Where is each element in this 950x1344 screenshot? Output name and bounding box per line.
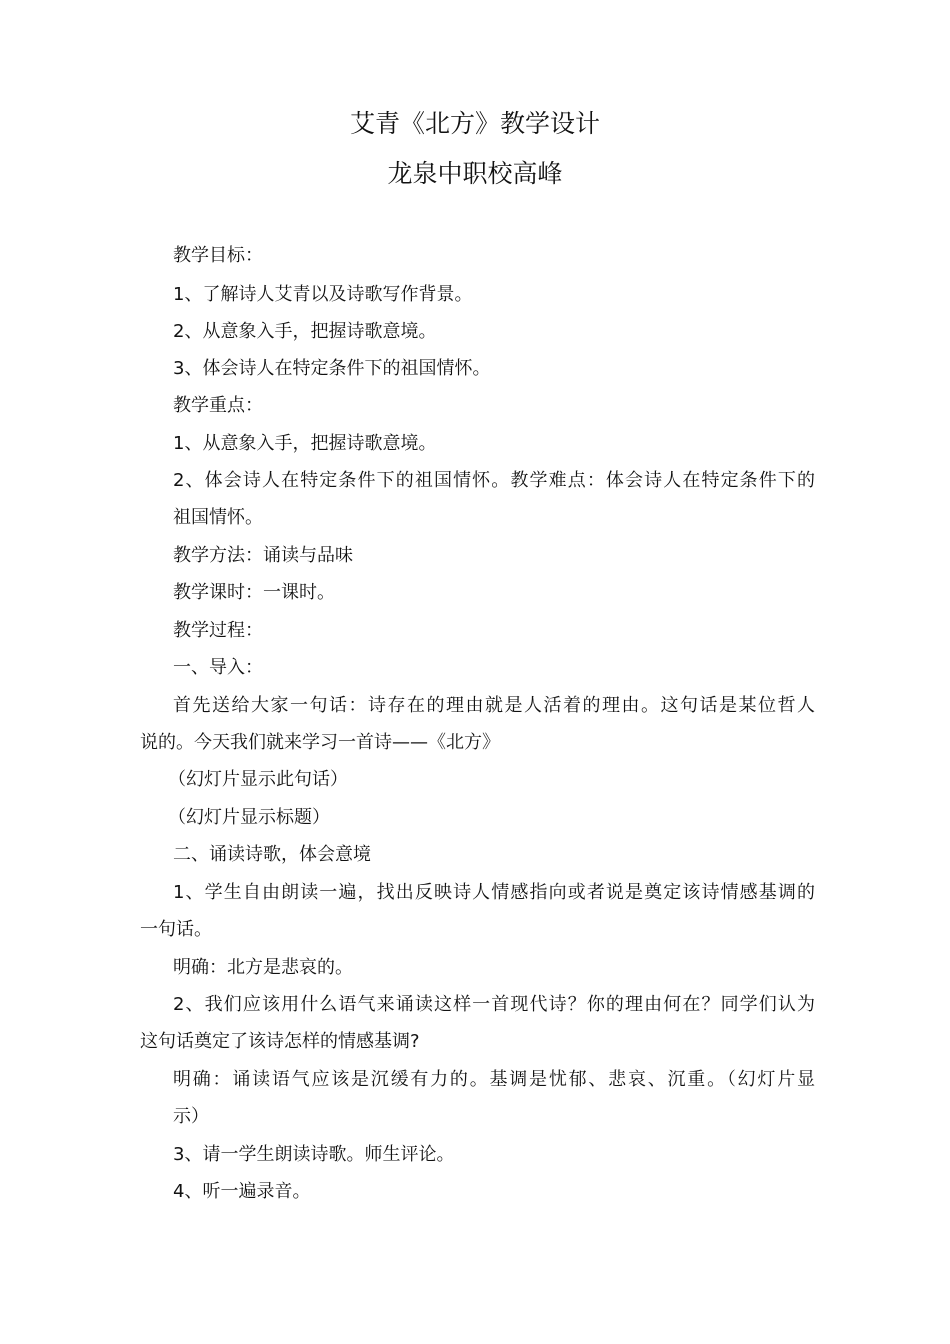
paragraph-line: 1、了解诗人艾青以及诗歌写作背景。	[173, 284, 473, 305]
paragraph-line: 教学课时：一课时。	[173, 582, 335, 603]
paragraph-line: （幻灯片显示标题）	[168, 807, 330, 828]
paragraph-line: 3、体会诗人在特定条件下的祖国情怀。	[173, 358, 491, 379]
section-heading-intro: 一、导入：	[173, 657, 263, 678]
paragraph-line: 2、我们应该用什么语气来诵读这样一首现代诗？你的理由何在？同学们认为	[173, 994, 815, 1015]
document-title: 艾青《北方》教学设计	[349, 109, 600, 138]
paragraph-line: 示）	[173, 1106, 209, 1127]
paragraph-line: 这句话奠定了该诗怎样的情感基调?	[140, 1031, 420, 1052]
section-heading-reading: 二、诵读诗歌，体会意境	[173, 844, 371, 865]
paragraph-line: 说的。今天我们就来学习一首诗——《北方》	[140, 732, 500, 753]
paragraph-line: 3、请一学生朗读诗歌。师生评论。	[173, 1144, 455, 1165]
paragraph-line: 明确：北方是悲哀的。	[173, 957, 353, 978]
section-heading-process: 教学过程：	[173, 620, 263, 641]
paragraph-line: 明确：诵读语气应该是沉缓有力的。基调是忧郁、悲哀、沉重。（幻灯片显	[173, 1069, 815, 1090]
paragraph-line: 首先送给大家一句话：诗存在的理由就是人活着的理由。这句话是某位哲人	[173, 695, 815, 716]
paragraph-line: 1、从意象入手，把握诗歌意境。	[173, 433, 437, 454]
paragraph-line: 2、从意象入手，把握诗歌意境。	[173, 321, 437, 342]
paragraph-line: 2、体会诗人在特定条件下的祖国情怀。教学难点：体会诗人在特定条件下的	[173, 470, 815, 491]
paragraph-line: 1、学生自由朗读一遍，找出反映诗人情感指向或者说是奠定该诗情感基调的	[173, 882, 815, 903]
section-heading-key-points: 教学重点：	[173, 395, 263, 416]
paragraph-line: （幻灯片显示此句话）	[168, 769, 348, 790]
paragraph-line: 4、听一遍录音。	[173, 1181, 311, 1202]
document-author: 龙泉中职校高峰	[387, 159, 563, 188]
paragraph-line: 祖国情怀。	[173, 507, 263, 528]
paragraph-line: 一句话。	[140, 919, 212, 940]
section-heading-objectives: 教学目标：	[173, 245, 263, 266]
paragraph-line: 教学方法：诵读与品味	[173, 545, 353, 566]
